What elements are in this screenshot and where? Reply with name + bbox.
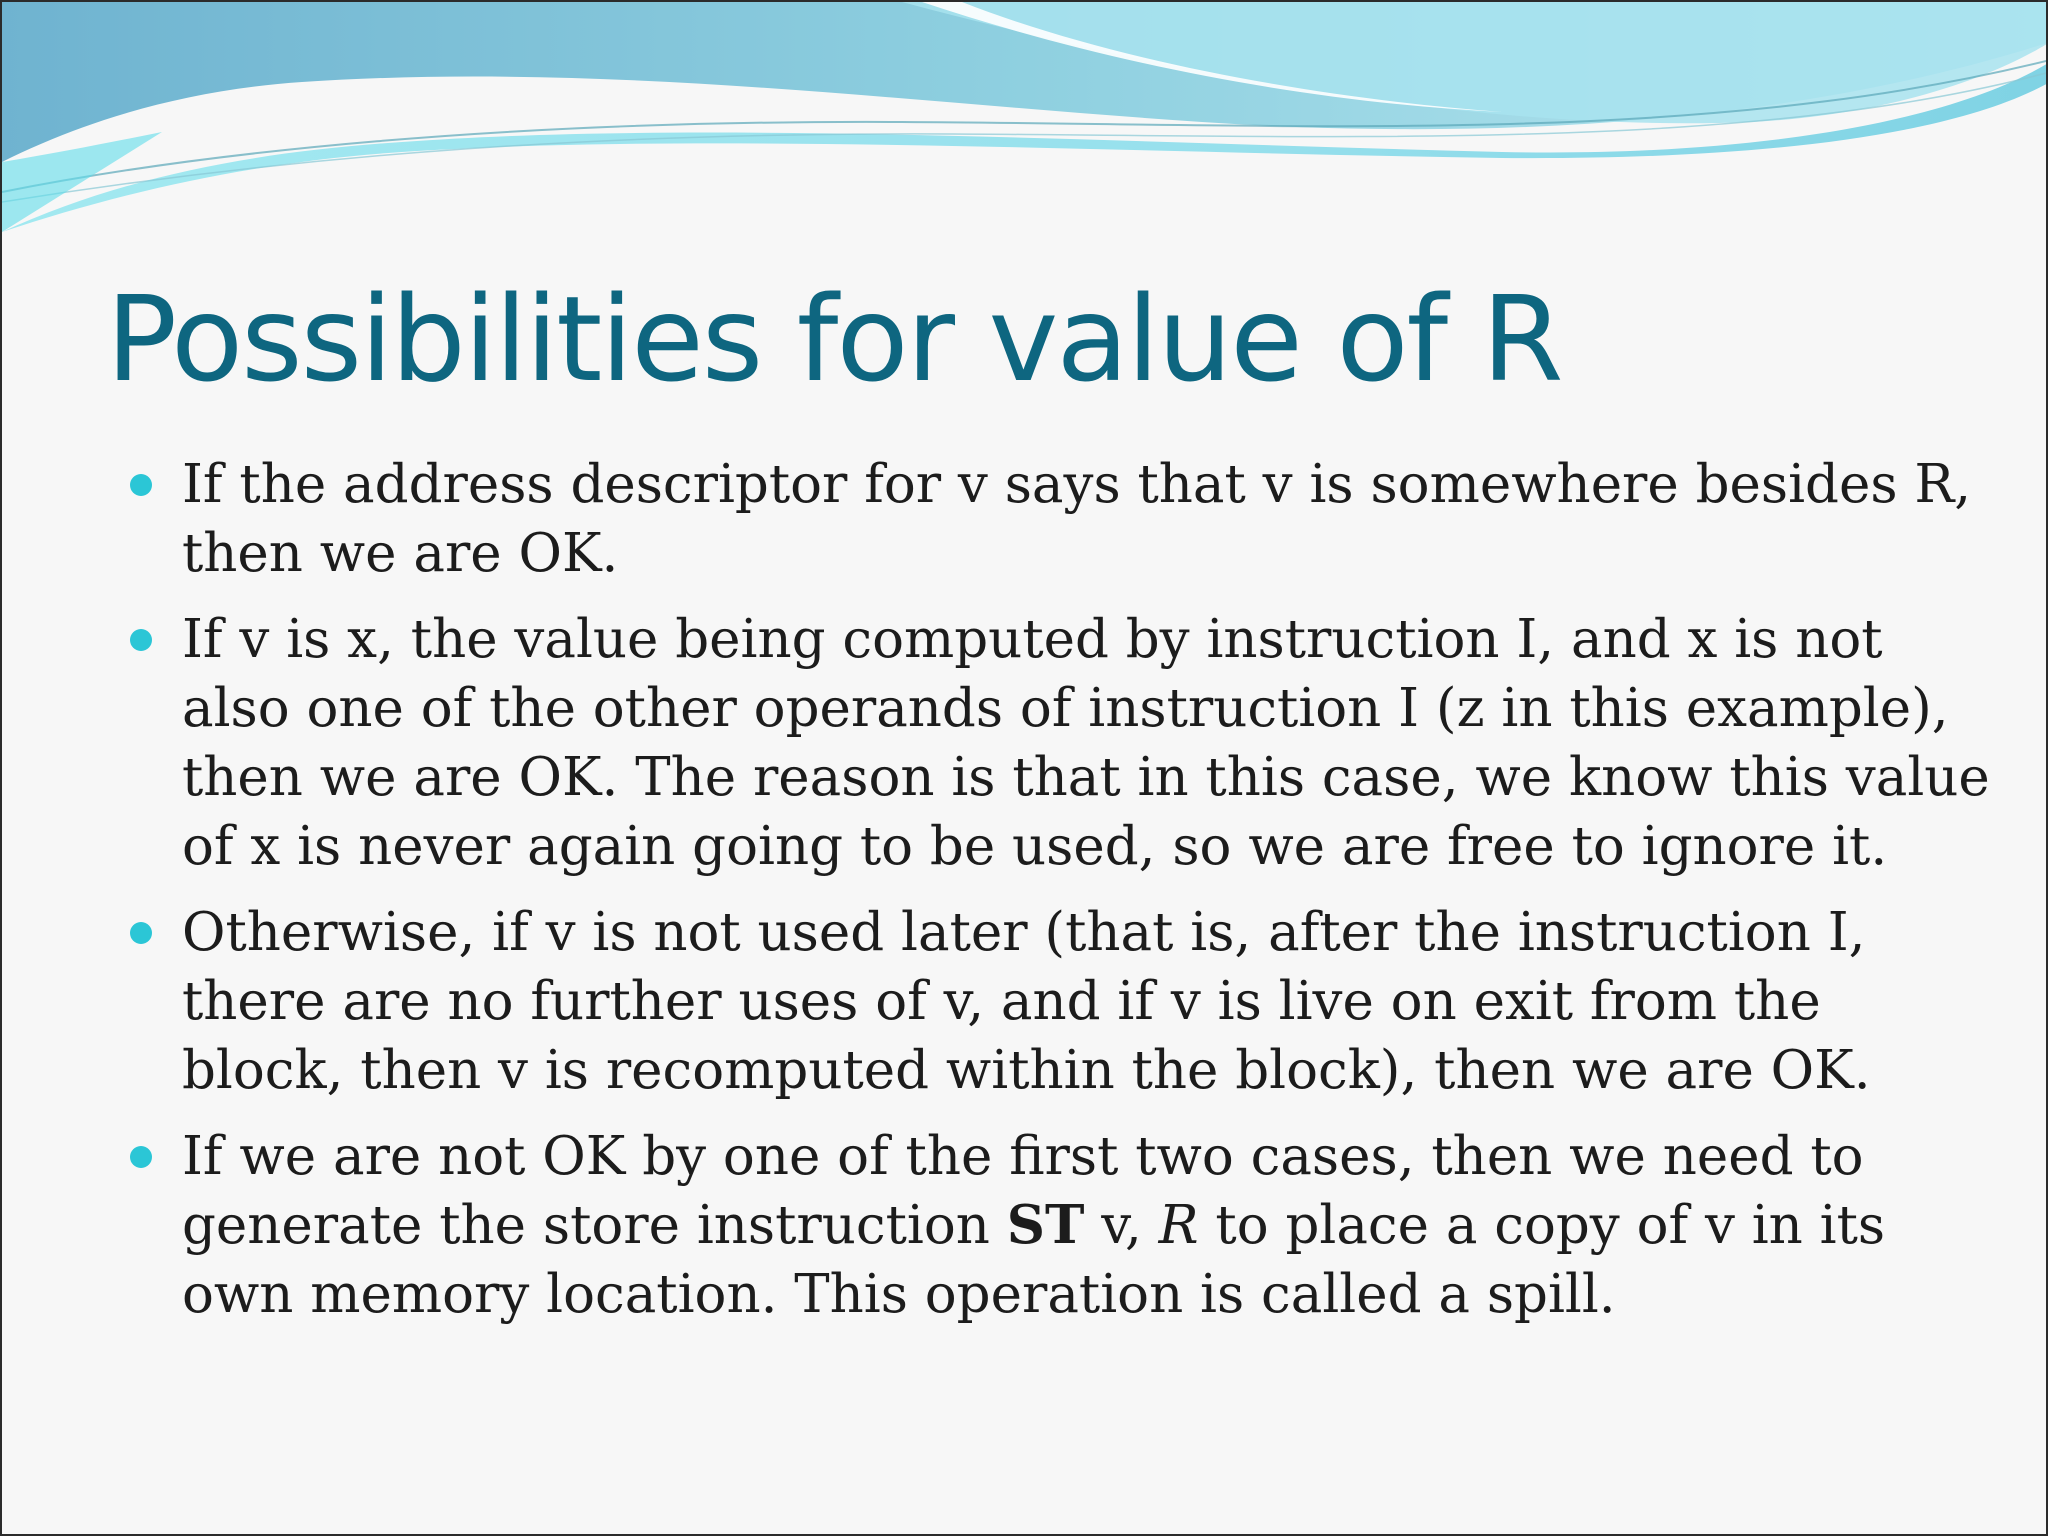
bullet-dot-icon bbox=[130, 1146, 152, 1168]
register-name: R bbox=[1158, 1195, 1199, 1256]
bullet-text bbox=[182, 1126, 1885, 1325]
slide-title: Possibilities for value of R bbox=[106, 270, 1562, 408]
bullet-list bbox=[2, 450, 2048, 1346]
instruction-keyword: ST bbox=[1006, 1194, 1085, 1256]
header-wave-decoration bbox=[2, 2, 2048, 262]
bullet-item bbox=[2, 605, 2048, 881]
bullet-dot-icon bbox=[130, 629, 152, 651]
bullet-item bbox=[2, 1122, 2048, 1329]
bullet-text: If v is x, the value being computed by instruction I, and x is not also one of the other operands of instruction I (z in this example), then we are OK. The reason is that in this case, we know this value of x is never again going to be used, so we are free to ignore it. bbox=[182, 609, 1990, 877]
bullet-text-part: v, bbox=[1084, 1195, 1159, 1256]
bullet-item bbox=[2, 450, 2048, 588]
bullet-text: Otherwise, if v is not used later (that is, after the instruction I, there are no further uses of v, and if v is live on exit from the block, then v is recomputed within the block), then we are OK. bbox=[182, 902, 1871, 1101]
bullet-text-part: If we are not OK by one of the first two cases, then we need to generate the store instruction bbox=[182, 1126, 1864, 1256]
bullet-item bbox=[2, 898, 2048, 1105]
bullet-text-part: to place a copy of v in its own memory location. This operation is called a spill. bbox=[182, 1195, 1886, 1325]
bullet-dot-icon bbox=[130, 922, 152, 944]
bullet-dot-icon bbox=[130, 474, 152, 496]
bullet-text: If the address descriptor for v says that v is somewhere besides R, then we are OK. bbox=[182, 454, 1972, 584]
